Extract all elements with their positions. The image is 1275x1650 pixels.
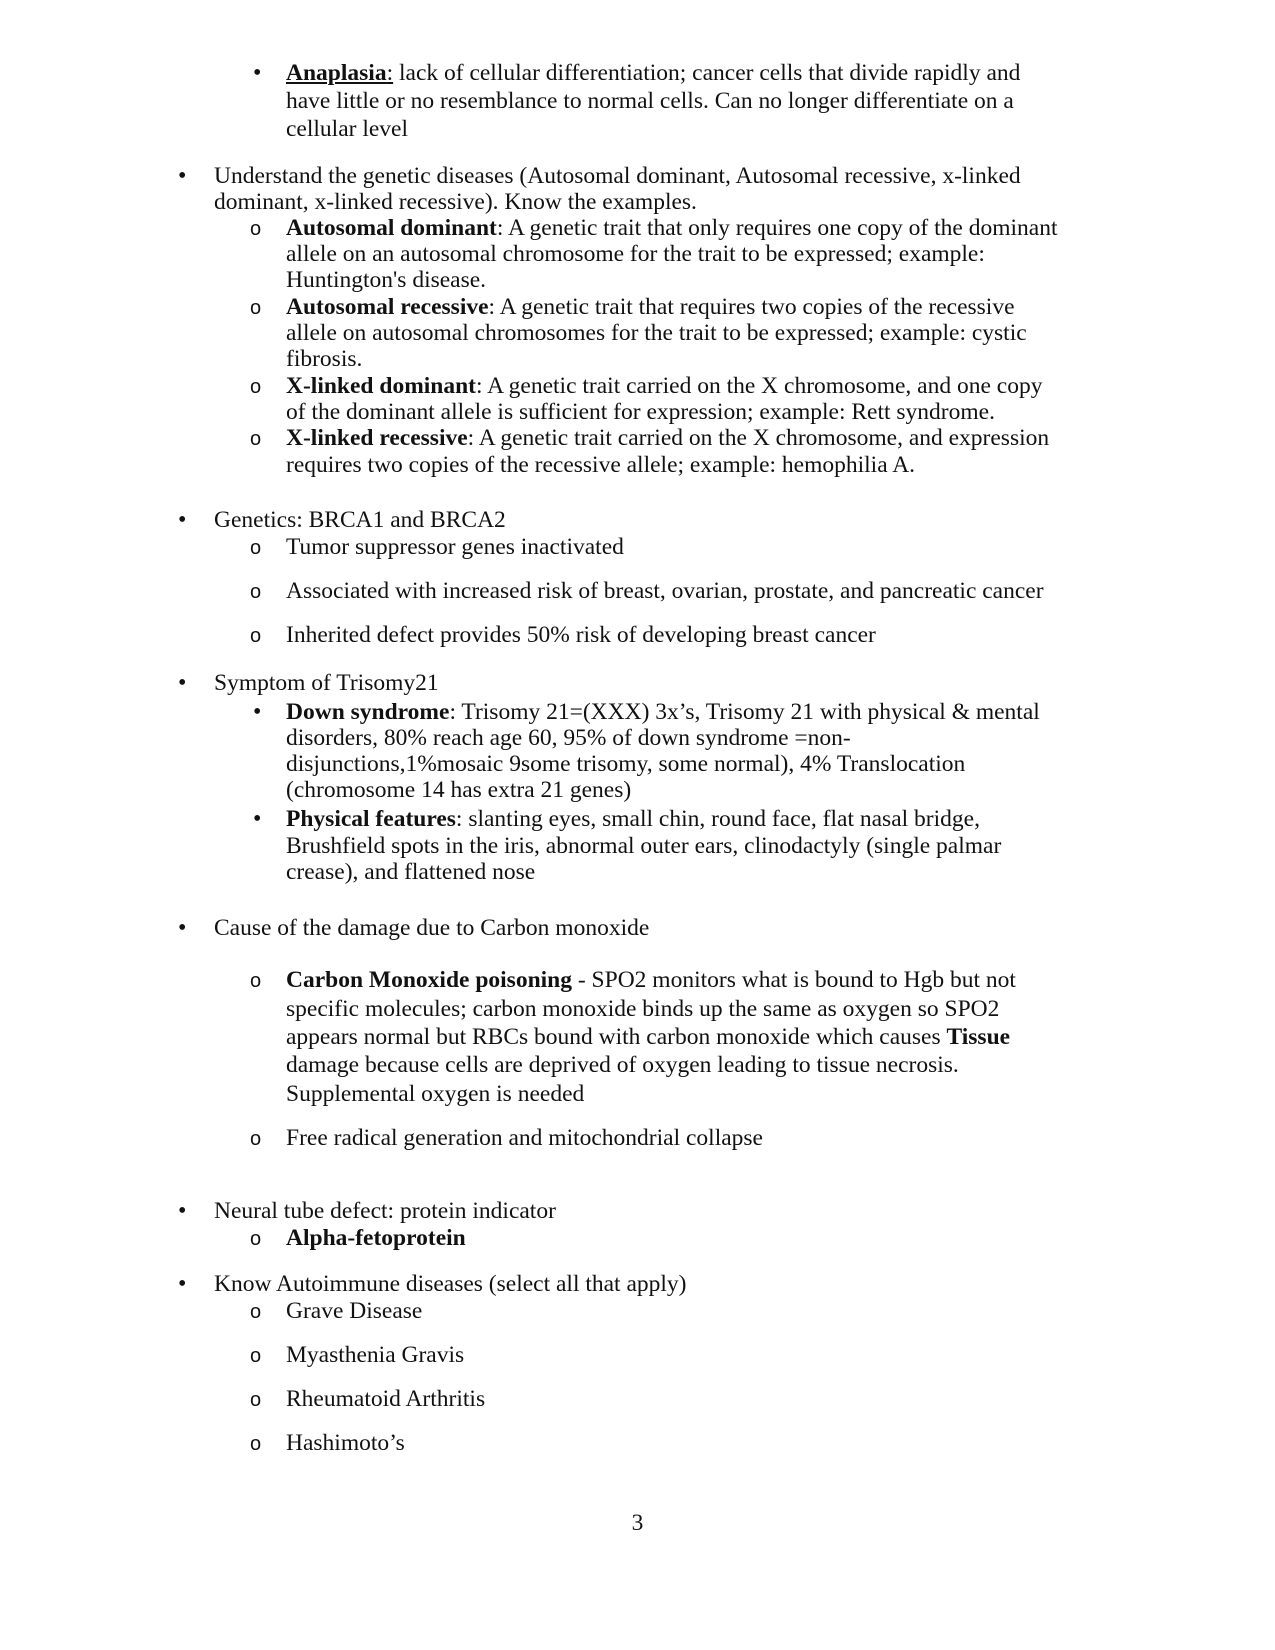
co-heading: Cause of the damage due to Carbon monoxide [214, 915, 650, 941]
anaplasia-line-3: cellular level [286, 116, 408, 142]
brca-item-1: Tumor suppressor genes inactivated [286, 534, 624, 560]
physical-features-line-1: Physical features: slanting eyes, small chin, round face, flat nasal bridge, [286, 806, 980, 832]
circle-bullet-icon: o [250, 218, 262, 240]
autosomal-dominant-line-1: Autosomal dominant: A genetic trait that only requires one copy of the dominant [286, 215, 1058, 241]
autoimmune-item-1: Grave Disease [286, 1298, 423, 1324]
autoimmune-heading: Know Autoimmune diseases (select all that apply) [214, 1271, 687, 1297]
co-poisoning-line-1: Carbon Monoxide poisoning - SPO2 monitors what is bound to Hgb but not [286, 967, 1016, 993]
circle-bullet-icon: o [250, 581, 262, 603]
circle-bullet-icon: o [250, 625, 262, 647]
bullet-icon: • [178, 915, 187, 941]
bullet-icon: • [178, 1271, 187, 1297]
x-linked-recessive-line-1: X-linked recessive: A genetic trait carried on the X chromosome, and expression [286, 425, 1050, 451]
page-number: 3 [631, 1510, 644, 1536]
autosomal-recessive-line-3: fibrosis. [286, 346, 363, 372]
genetic-heading-line-1: Understand the genetic diseases (Autosomal dominant, Autosomal recessive, x-linked [214, 163, 1021, 189]
bullet-icon: • [253, 806, 262, 832]
autosomal-dominant-line-3: Huntington's disease. [286, 267, 487, 293]
autoimmune-item-2: Myasthenia Gravis [286, 1342, 465, 1368]
brca-item-3: Inherited defect provides 50% risk of developing breast cancer [286, 622, 876, 648]
down-syndrome-line-3: disjunctions,1%mosaic 9some trisomy, some normal), 4% Translocation [286, 751, 966, 777]
co-poisoning-line-2: specific molecules; carbon monoxide binds up the same as oxygen so SPO2 [286, 996, 1000, 1022]
x-linked-dominant-line-1: X-linked dominant: A genetic trait carried on the X chromosome, and one copy [286, 373, 1043, 399]
autoimmune-item-3: Rheumatoid Arthritis [286, 1386, 486, 1412]
down-syndrome-line-2: disorders, 80% reach age 60, 95% of down syndrome =non- [286, 725, 851, 751]
genetic-heading-line-2: dominant, x-linked recessive). Know the examples. [214, 189, 697, 215]
circle-bullet-icon: o [250, 428, 262, 450]
x-linked-recessive-line-2: requires two copies of the recessive allele; example: hemophilia A. [286, 452, 916, 478]
circle-bullet-icon: o [250, 376, 262, 398]
trisomy-heading: Symptom of Trisomy21 [214, 670, 439, 696]
autosomal-dominant-line-2: allele on an autosomal chromosome for the trait to be expressed; example: [286, 241, 985, 267]
autosomal-recessive-line-1: Autosomal recessive: A genetic trait that requires two copies of the recessive [286, 294, 1015, 320]
brca-heading: Genetics: BRCA1 and BRCA2 [214, 507, 506, 533]
bullet-icon: • [253, 60, 262, 86]
circle-bullet-icon: o [250, 1228, 262, 1250]
circle-bullet-icon: o [250, 1389, 262, 1411]
co-poisoning-line-3: appears normal but RBCs bound with carbon monoxide which causes Tissue [286, 1024, 1011, 1050]
down-syndrome-line-4: (chromosome 14 has extra 21 genes) [286, 777, 632, 803]
anaplasia-line-2: have little or no resemblance to normal cells. Can no longer differentiate on a [286, 88, 1014, 114]
bullet-icon: • [178, 163, 187, 189]
circle-bullet-icon: o [250, 1301, 262, 1323]
autoimmune-item-4: Hashimoto’s [286, 1430, 405, 1456]
circle-bullet-icon: o [250, 1345, 262, 1367]
bullet-icon: • [178, 1198, 187, 1224]
physical-features-line-2: Brushfield spots in the iris, abnormal outer ears, clinodactyly (single palmar [286, 833, 1002, 859]
anaplasia-term: Anaplasia [286, 60, 387, 86]
anaplasia-line-1: Anaplasia: lack of cellular differentiation; cancer cells that divide rapidly and [286, 60, 1021, 86]
circle-bullet-icon: o [250, 537, 262, 559]
co-poisoning-line-4: damage because cells are deprived of oxygen leading to tissue necrosis. [286, 1052, 959, 1078]
bullet-icon: • [178, 670, 187, 696]
co-poisoning-line-5: Supplemental oxygen is needed [286, 1081, 585, 1107]
circle-bullet-icon: o [250, 1128, 262, 1150]
bullet-icon: • [178, 507, 187, 533]
autosomal-recessive-line-2: allele on autosomal chromosomes for the trait to be expressed; example: cystic [286, 320, 1027, 346]
bullet-icon: • [253, 699, 262, 725]
circle-bullet-icon: o [250, 1433, 262, 1455]
physical-features-line-3: crease), and flattened nose [286, 859, 536, 885]
circle-bullet-icon: o [250, 970, 262, 992]
ntd-item: Alpha-fetoprotein [286, 1225, 466, 1251]
x-linked-dominant-line-2: of the dominant allele is sufficient for expression; example: Rett syndrome. [286, 399, 995, 425]
circle-bullet-icon: o [250, 297, 262, 319]
down-syndrome-line-1: Down syndrome: Trisomy 21=(XXX) 3x’s, Trisomy 21 with physical & mental [286, 699, 1040, 725]
ntd-heading: Neural tube defect: protein indicator [214, 1198, 556, 1224]
brca-item-2: Associated with increased risk of breast, ovarian, prostate, and pancreatic cancer [286, 578, 1044, 604]
co-item-2: Free radical generation and mitochondrial collapse [286, 1125, 763, 1151]
